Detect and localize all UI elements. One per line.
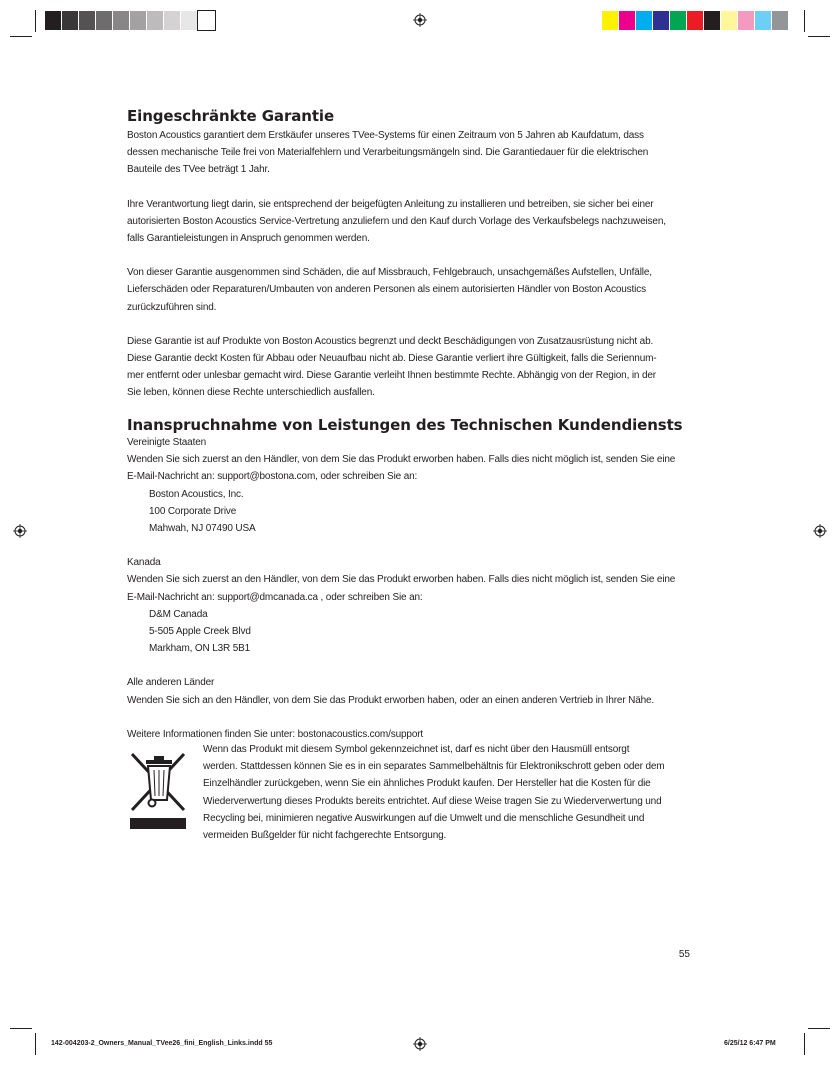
crop-mark-bottom-right-v	[804, 1033, 805, 1055]
color-swatch	[704, 11, 721, 30]
crop-mark-top-left-v	[35, 10, 36, 32]
crop-mark-top-right-v	[804, 10, 805, 32]
color-swatch	[755, 11, 772, 30]
service-us-block: Vereinigte Staaten Wenden Sie sich zuerst an den Händler, von dem Sie das Produkt erworben haben. Falls dies nicht möglich ist, senden Sie eine E-Mail-Nachricht an: support@bostona.com, oder schreiben Sie an:	[127, 437, 676, 483]
color-swatch	[687, 11, 704, 30]
grayscale-color-bar	[45, 11, 215, 30]
gray-swatch	[96, 11, 113, 30]
warranty-heading: Eingeschränkte Garantie	[127, 107, 335, 125]
color-swatch	[619, 11, 636, 30]
crop-mark-top-right-h	[808, 36, 830, 37]
color-swatch	[738, 11, 755, 30]
registration-mark-icon	[413, 1037, 427, 1051]
gray-swatch	[45, 11, 62, 30]
address-block: D&M Canada 5-505 Apple Creek Blvd Markham, ON L3R 5B1	[149, 608, 251, 655]
slug-filename: 142-004203-2_Owners_Manual_TVee26_fini_English_Links.indd 55	[51, 1040, 273, 1047]
warranty-paragraph: Diese Garantie ist auf Produkte von Boston Acoustics begrenzt und deckt Beschädigungen von Zusatzausrüstung nicht ab. Diese Garantie deckt Kosten für Abbau oder Neuaufbau nicht ab. Diese Garantie verliert ihre Gültigkeit, falls die Seriennum- mer entfernt oder unlesbar gemacht wird. Diese Garantie verleiht Ihnen bestimmte Rechte. Abhängig von der Region, in der Sie leben, können diese Rechte unterschiedlich ausfallen.	[127, 335, 657, 399]
crop-mark-top-left-h	[10, 36, 32, 37]
gray-swatch	[198, 11, 215, 30]
slug-datetime: 6/25/12 6:47 PM	[724, 1040, 776, 1047]
warranty-paragraph: Von dieser Garantie ausgenommen sind Schäden, die auf Missbrauch, Fehlgebrauch, unsachgemäßes Aufstellen, Unfälle, Lieferschäden oder Reparaturen/Umbauten von anderen Personen als einem autorisierten Händler von Boston Acoustics zurückzuführen sind.	[127, 267, 652, 313]
address-block: Boston Acoustics, Inc. 100 Corporate Drive Mahwah, NJ 07490 USA	[149, 488, 256, 535]
warranty-section	[127, 107, 689, 402]
gray-swatch	[113, 11, 130, 30]
warranty-paragraph: Boston Acoustics garantiert dem Erstkäufer unseres TVee-Systems für einen Zeitraum von 5 Jahren ab Kaufdatum, dass dessen mechanische Teile frei von Materialfehlern und Verarbeitungsmängeln sind. Die Garantiedauer für die elektrischen Bauteile des TVee beträgt 1 Jahr.	[127, 130, 649, 176]
region-label: Alle anderen Länder	[127, 677, 215, 689]
region-label: Vereinigte Staaten	[127, 437, 207, 448]
crop-mark-bottom-left-h	[10, 1028, 32, 1029]
process-color-bar	[602, 11, 789, 30]
service-heading: Inanspruchnahme von Leistungen des Technischen Kundendiensts	[127, 416, 683, 434]
region-label: Kanada	[127, 557, 161, 569]
color-swatch	[602, 11, 619, 30]
page-number: 55	[678, 949, 690, 960]
gray-swatch	[164, 11, 181, 30]
color-swatch	[670, 11, 687, 30]
crop-mark-bottom-right-h	[808, 1028, 830, 1029]
service-ca-block: Kanada Wenden Sie sich zuerst an den Händler, von dem Sie das Produkt erworben haben. Falls dies nicht möglich ist, senden Sie eine E-Mail-Nachricht an: support@dmcanada.ca , oder schreiben Sie an:	[127, 557, 676, 603]
color-swatch	[721, 11, 738, 30]
gray-swatch	[79, 11, 96, 30]
gray-swatch	[130, 11, 147, 30]
registration-mark-icon	[13, 524, 27, 538]
registration-mark-icon	[813, 524, 827, 538]
service-section	[127, 416, 689, 743]
gray-swatch	[147, 11, 164, 30]
warranty-paragraph: Ihre Verantwortung liegt darin, sie entsprechend der beigefügten Anleitung zu installieren und betreiben, sie sicher bei einer autorisierten Boston Acoustics Service-Vertretung anzuliefern und den Kauf durch Vorlage des Verkaufsbelegs nachzuweisen, falls Garantieleistungen in Anspruch genommen werden.	[127, 198, 666, 245]
color-swatch	[653, 11, 670, 30]
color-swatch	[636, 11, 653, 30]
color-swatch	[772, 11, 789, 30]
gray-swatch	[181, 11, 198, 30]
weee-notice: Wenn das Produkt mit diesem Symbol gekennzeichnet ist, darf es nicht über den Hausmüll entsorgt werden. Stattdessen können Sie es in ein separates Sammelbehältnis für Elektronikschrott geben oder dem Einzelhändler zurückgeben, wenn Sie ein ähnliches Produkt kaufen. Der Hersteller hat die Kosten für die Wiederverwertung dieses Produkts bereits entrichtet. Auf diese Weise tragen Sie zu Wiederverwertung und Recycling bei, minimieren negative Auswirkungen auf die Umwelt und die menschliche Gesundheit und vermeiden Bußgelder für nicht fachgerechte Entsorgung.	[203, 744, 665, 842]
crop-mark-bottom-left-v	[35, 1033, 36, 1055]
crossed-out-wheelie-bin-icon	[128, 750, 188, 830]
registration-mark-icon	[413, 13, 427, 27]
service-other-block: Alle anderen Länder Wenden Sie sich an den Händler, von dem Sie das Produkt erworben haben, oder an einen anderen Vertrieb in Ihrer Nähe.	[127, 677, 655, 706]
more-info-text: Weitere Informationen finden Sie unter: bostonacoustics.com/support	[127, 728, 424, 740]
gray-swatch	[62, 11, 79, 30]
